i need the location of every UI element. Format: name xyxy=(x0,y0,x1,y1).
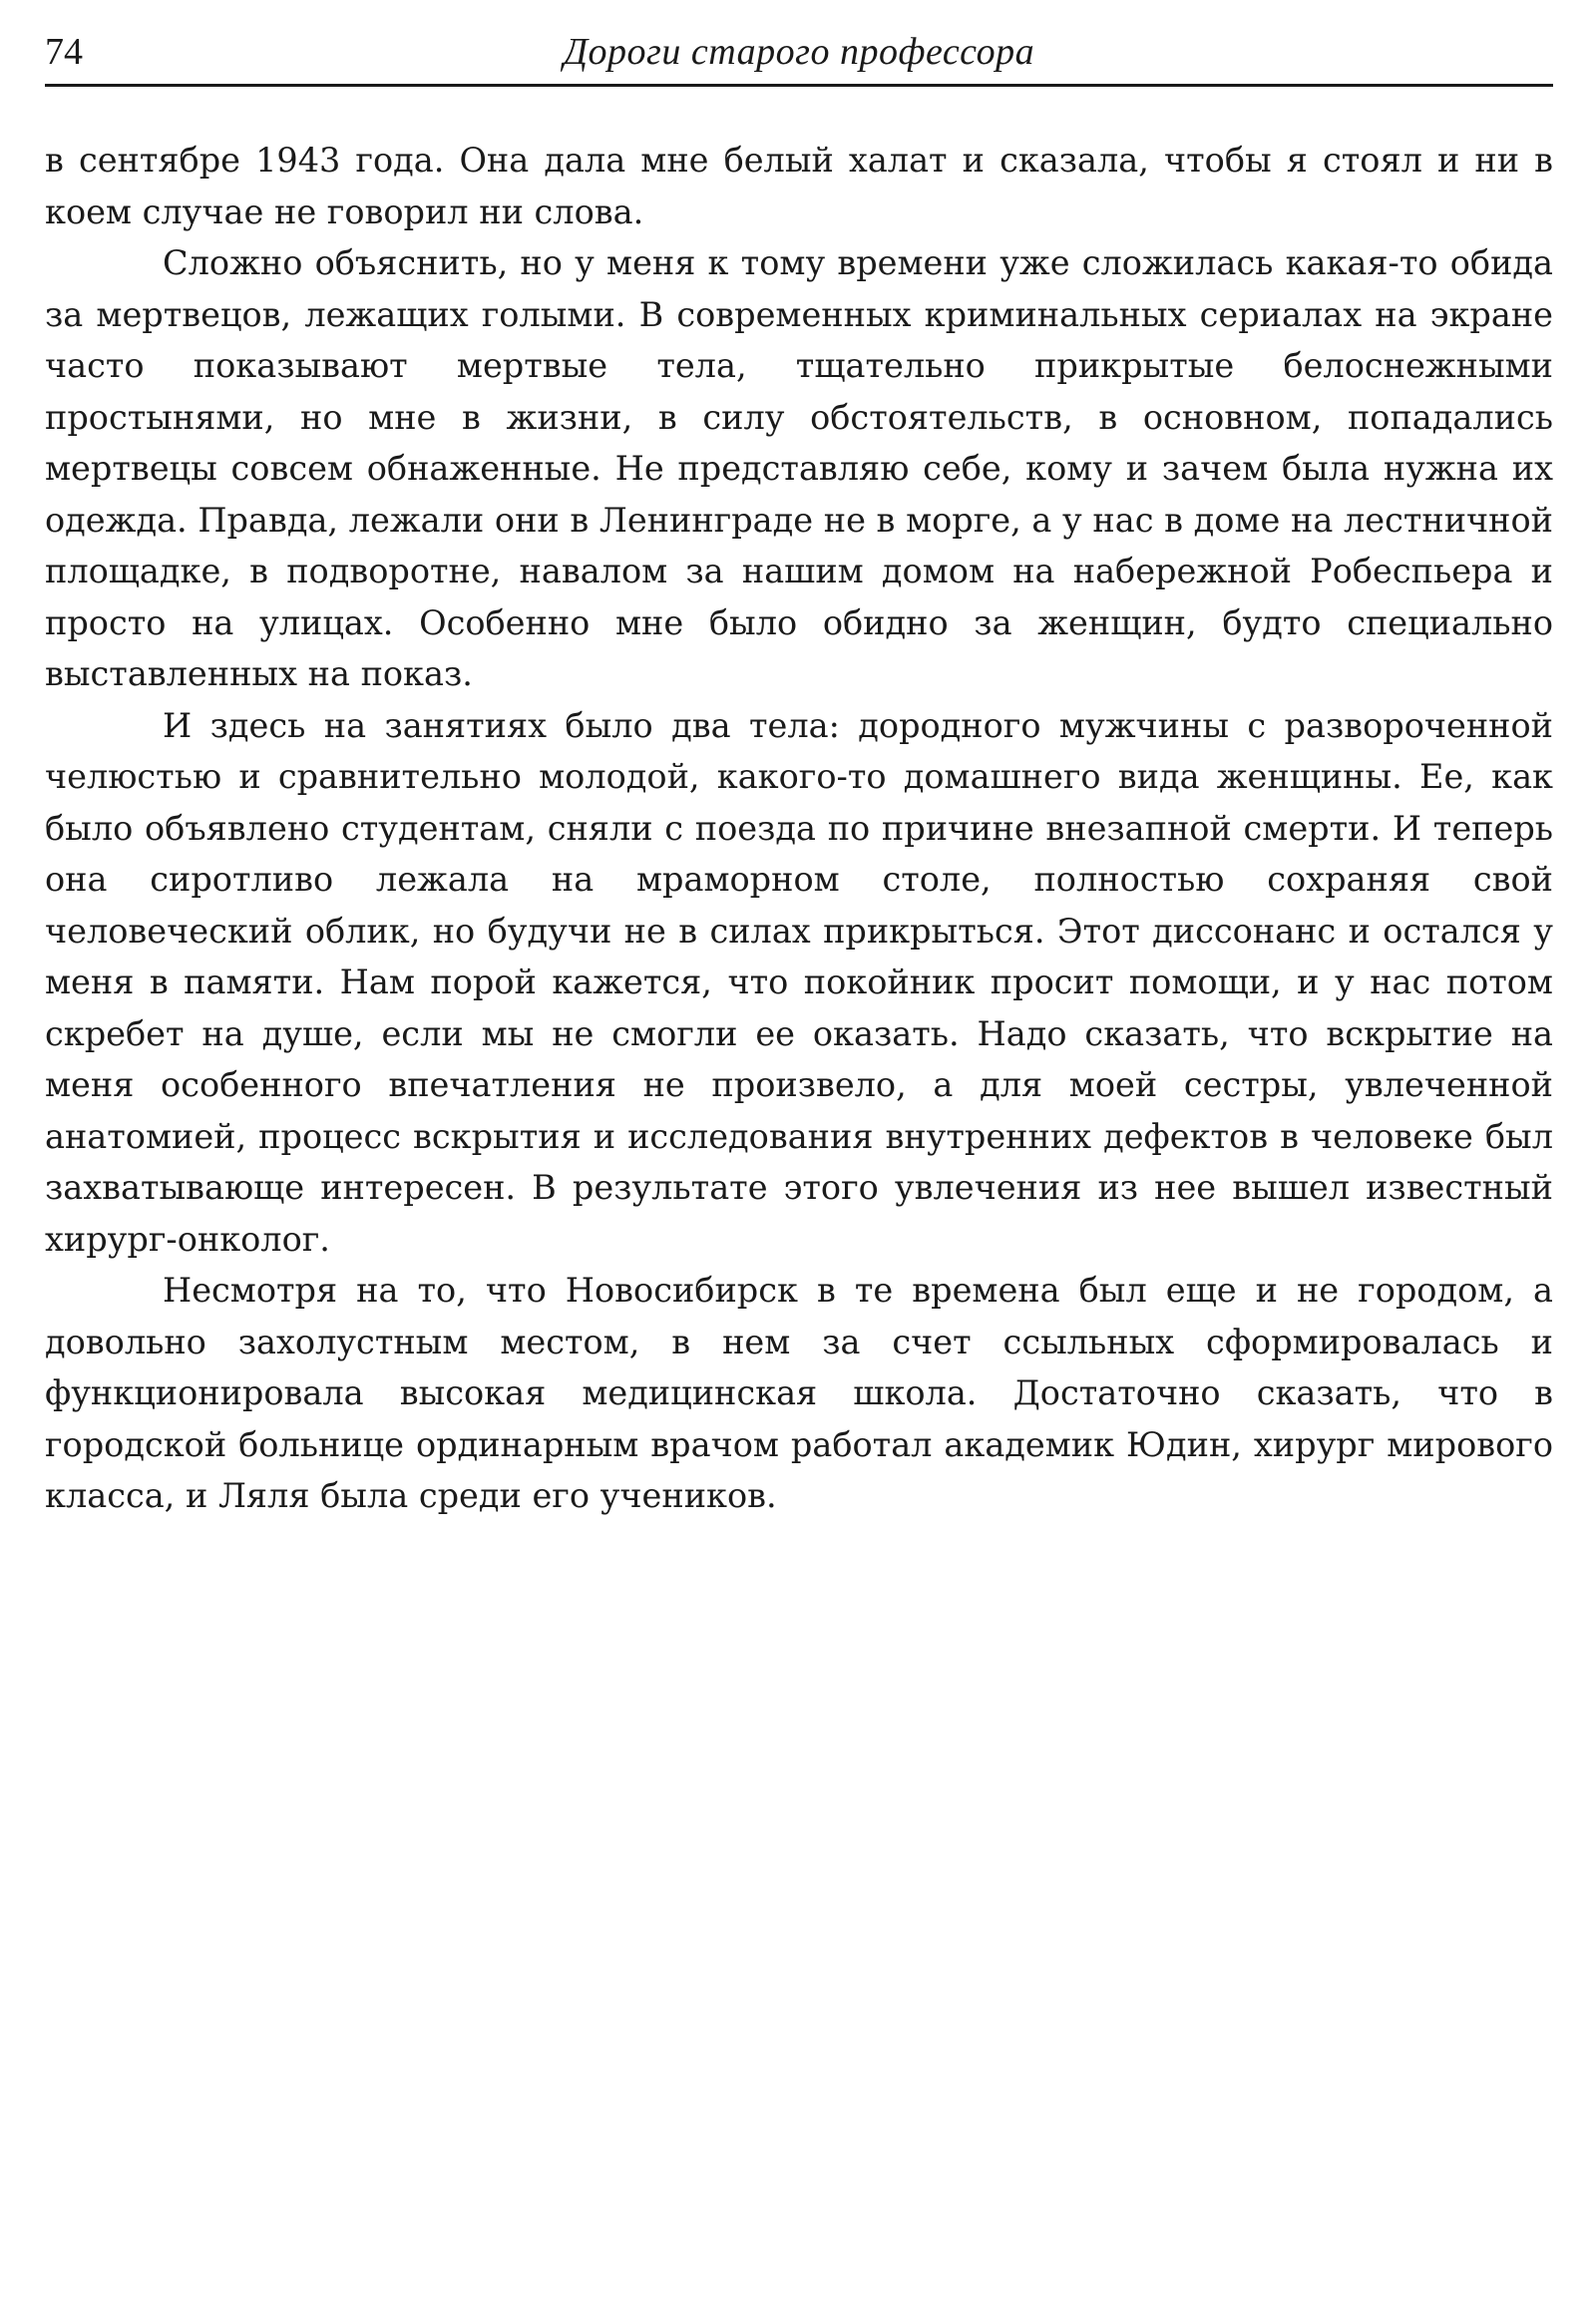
paragraph: И здесь на занятиях было два тела: дородного мужчины с развороченной челюстью и сравнительно молодой, какого-то домашнего вида женщины. Ее, как было объявлено студентам, сняли с поезда по причине внезапной смерти. И теперь она сиротливо лежала на мраморном столе, полностью сохраняя свой человеческий облик, но будучи не в силах прикрыться. Этот диссонанс и остался у меня в памяти. Нам порой кажется, что покойник просит помощи, и у нас потом скребет на душе, если мы не смогли ее оказать. Надо сказать, что вскрытие на меня особенного впечатления не произвело, а для моей сестры, увлеченной анатомией, процесс вскрытия и исследования внутренних дефектов в человеке был захватывающе интересен. В результате этого увлечения из нее вышел известный хирург-онколог. xyxy=(45,705,1553,1259)
paragraph: Сложно объяснить, но у меня к тому времени уже сложилась какая-то обида за мертвецов, лежащих голыми. В современных криминальных сериалах на экране часто показывают мертвые тела, тщательно прикрытые белоснежными простынями, но мне в жизни, в силу обстоятельств, в основном, попадались мертвецы совсем обнаженные. Не представляю себе, кому и зачем была нужна их одежда. Правда, лежали они в Ленинграде не в морге, а у нас в доме на лестничной площадке, в подворотне, навалом за нашим домом на набережной Робеспьера и просто на улицах. Особенно мне было обидно за женщин, будто специально выставленных на показ. xyxy=(45,243,1553,693)
book-title: Дороги старого профессора xyxy=(563,31,1035,73)
paragraph-continuation: в сентябре 1943 года. Она дала мне белый халат и сказала, чтобы я стоял и ни в коем случае не говорил ни слова. xyxy=(45,141,1553,231)
paragraph: Несмотря на то, что Новосибирск в те времена был еще и не городом, а довольно захолустным местом, в нем за счет ссыльных сформировалась и функционировала высокая медицинская школа. Достаточно сказать, что в городской больнице ординарным врачом работал академик Юдин, хирург мирового класса, и Ляля была среди его учеников. xyxy=(45,1271,1553,1515)
running-header xyxy=(45,22,1553,87)
body-text xyxy=(45,135,1553,1522)
page-number: 74 xyxy=(45,31,83,73)
